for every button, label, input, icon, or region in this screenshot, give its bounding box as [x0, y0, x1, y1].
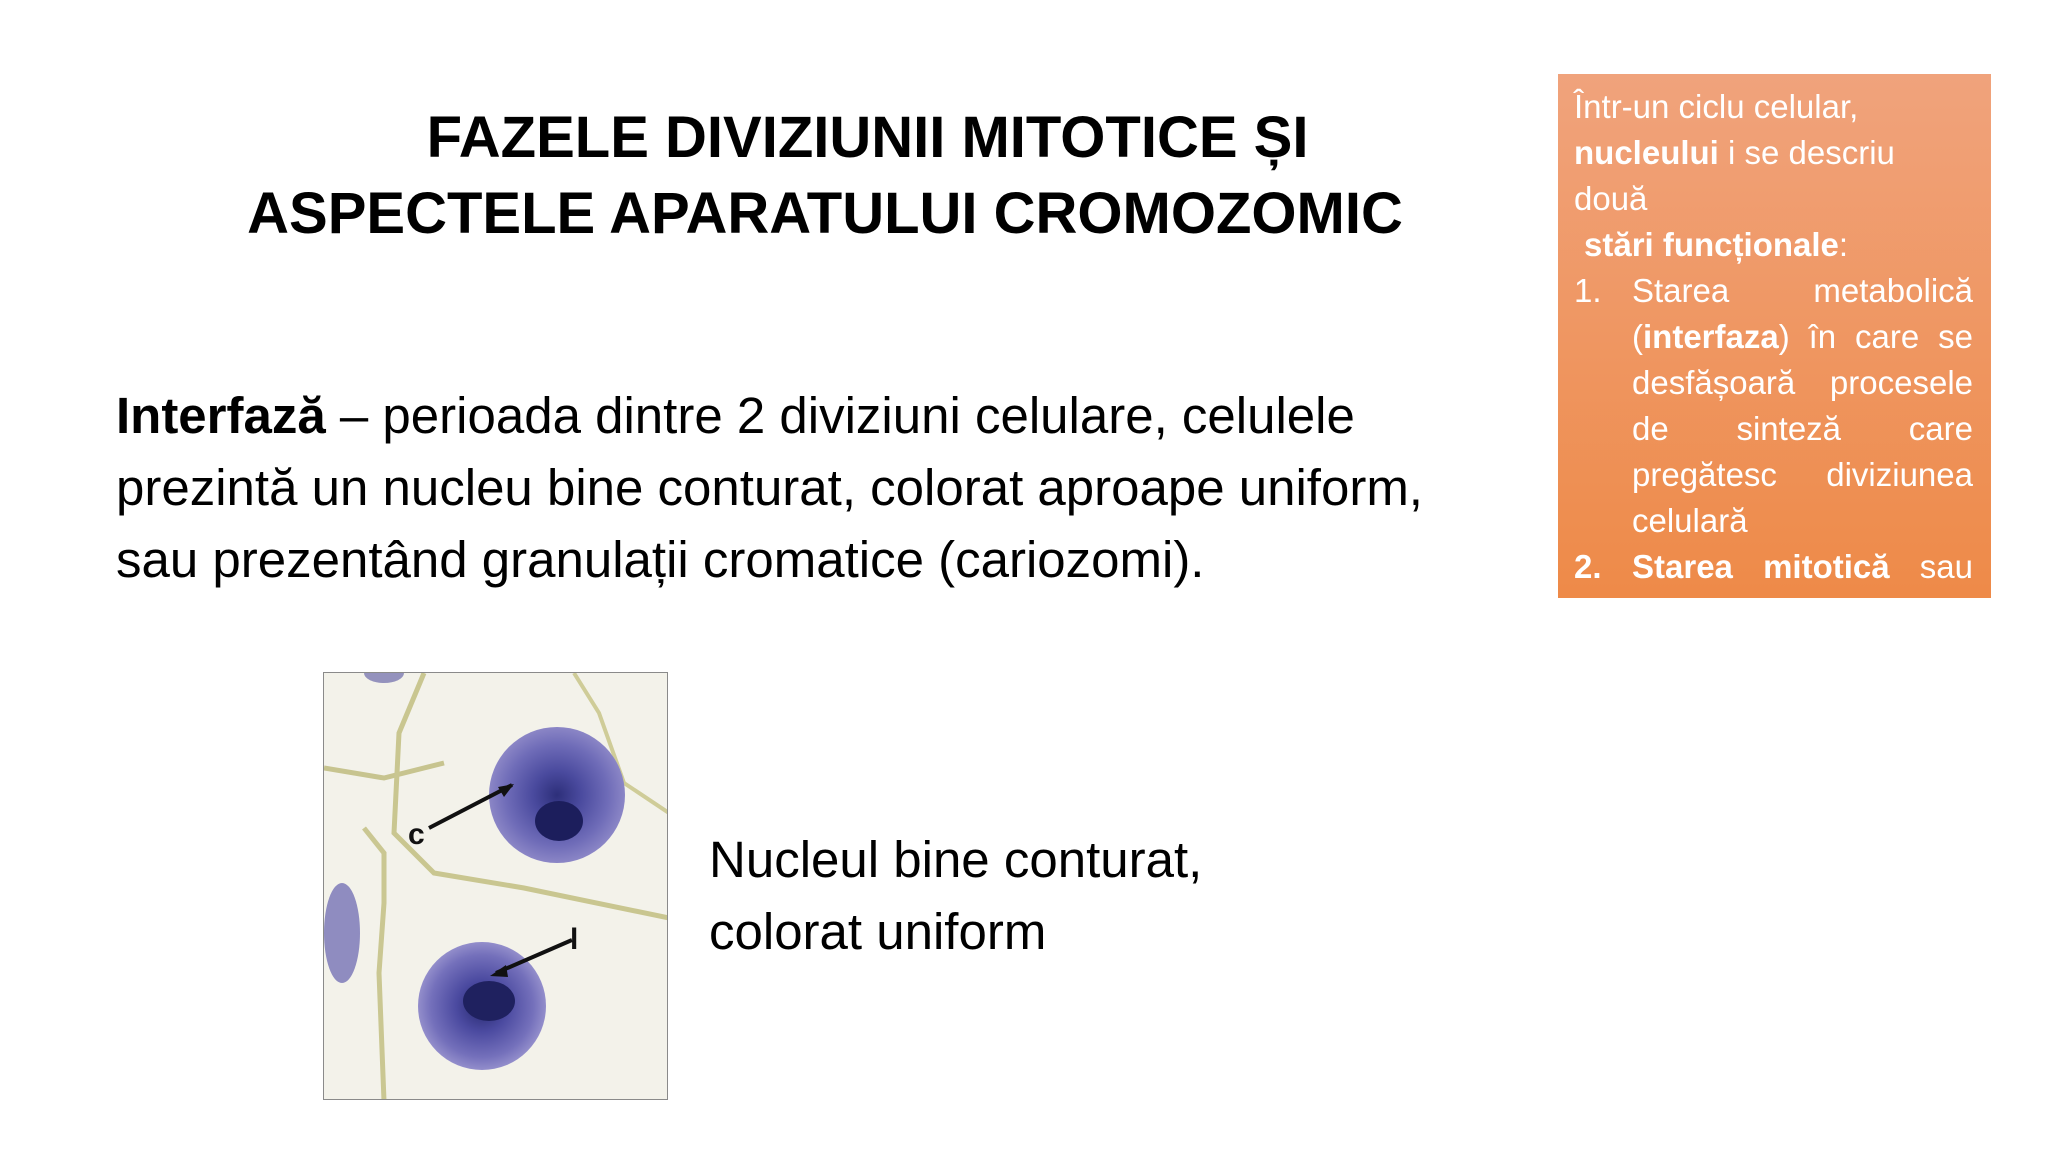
caption-line-1: Nucleul bine conturat,	[709, 831, 1203, 888]
interfaza-term: Interfază	[116, 387, 326, 444]
functional-states-box	[1558, 74, 1991, 631]
state-number: 1.	[1574, 272, 1602, 309]
state-item-metabolic: 1. Starea metabolică (interfaza) în care se desfășoară procesele de sinteză care pregătesc diviziunea celulară	[1574, 268, 1973, 544]
box-intro-bold-1: nucleului	[1574, 134, 1719, 171]
state-number: 2.	[1574, 548, 1602, 585]
state-item-mitotic: 2. Starea mitotică sau diviziunea	[1574, 544, 1973, 636]
title-line-1: FAZELE DIVIZIUNII MITOTICE ȘI	[426, 105, 1309, 170]
cell-micrograph	[323, 672, 668, 1100]
box-intro-bold-2: stări funcționale	[1584, 226, 1839, 263]
nucleus-upper	[489, 727, 625, 863]
neighbor-nucleus	[324, 883, 360, 983]
interfaza-definition: – perioada dintre 2 diviziuni celulare, celulele prezintă un nucleu bine conturat, colorat aproape uniform, sau prezentând granulații cromatice (cariozomi).	[116, 387, 1423, 588]
micrograph-caption	[709, 824, 1309, 968]
label-c: c	[408, 818, 425, 851]
title-line-2: ASPECTELE APARATULUI CROMOZOMIC	[247, 181, 1403, 246]
state-bold: interfaza	[1643, 318, 1779, 355]
slide-title	[200, 100, 1450, 252]
micrograph-drawing	[324, 673, 668, 1100]
nucleolus-lower	[463, 981, 515, 1021]
label-l: l	[570, 923, 579, 956]
box-intro: Într-un ciclu celular, nucleului i se descriu două stări funcționale:	[1574, 88, 1895, 263]
nucleolus-upper	[535, 801, 583, 841]
interfaza-paragraph	[116, 380, 1476, 596]
state-bold: Starea mitotică	[1632, 548, 1890, 585]
states-list	[1574, 268, 1973, 636]
caption-line-2: colorat uniform	[709, 903, 1047, 960]
